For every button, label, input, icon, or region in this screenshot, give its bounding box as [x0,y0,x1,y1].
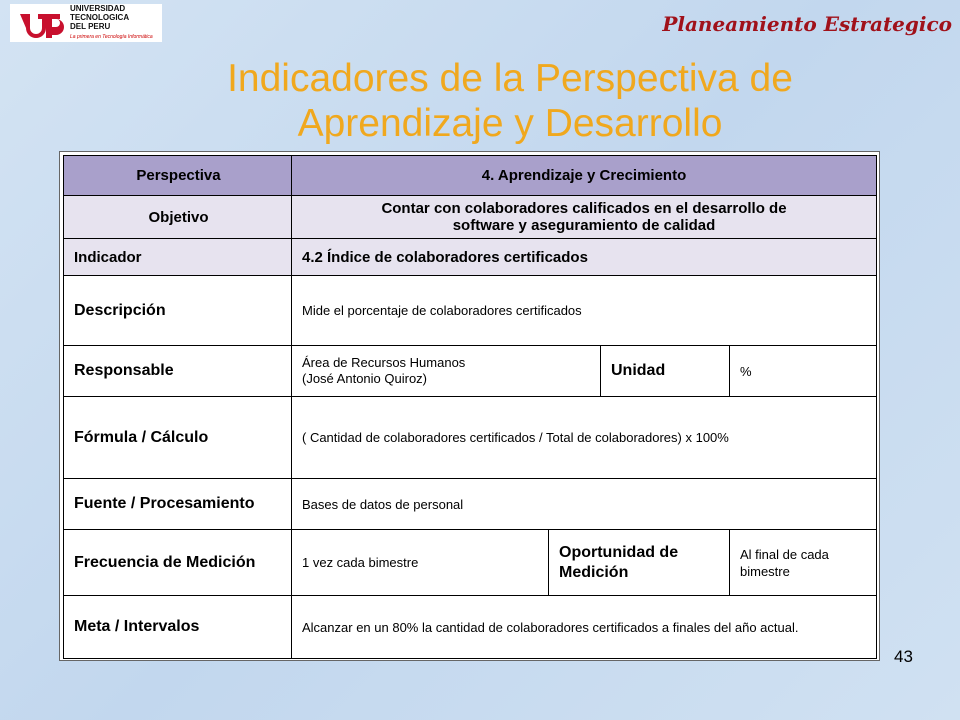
responsable-value [291,345,601,397]
brand-title: Planeamiento Estrategico [662,12,952,36]
fuente-label: Fuente / Procesamiento [63,478,294,530]
formula-value: ( Cantidad de colaboradores certificados / Total de colaboradores) x 100% [291,396,877,479]
university-logo [10,4,162,42]
logo-line-3: DEL PERU [70,22,111,31]
objetivo-value-line-1: Contar con colaboradores calificados en el desarrollo de [381,200,787,217]
descripcion-value: Mide el porcentaje de colaboradores certificados [291,275,877,346]
oportunidad-label [548,529,730,596]
descripcion-label: Descripción [63,275,294,346]
indicador-value: 4.2 Índice de colaboradores certificados [291,238,877,276]
frecuencia-label: Frecuencia de Medición [63,529,294,596]
perspectiva-value: 4. Aprendizaje y Crecimiento [291,155,877,196]
oportunidad-value-line-2: bimestre [740,563,790,579]
indicator-table [59,151,880,661]
oportunidad-value-line-1: Al final de cada [740,546,829,562]
utp-logo-icon [16,8,64,38]
objetivo-label: Objetivo [63,195,294,239]
unidad-value: % [729,345,877,397]
page-number: 43 [894,647,913,666]
formula-label: Fórmula / Cálculo [63,396,294,479]
meta-value: Alcanzar en un 80% la cantidad de colaboradores certificados a finales del año actual. [291,595,877,659]
slide-title-line-1: Indicadores de la Perspectiva de [227,57,793,100]
logo-line-1: UNIVERSIDAD [70,4,126,13]
fuente-value: Bases de datos de personal [291,478,877,530]
meta-label: Meta / Intervalos [63,595,294,659]
unidad-label: Unidad [600,345,730,397]
indicador-label: Indicador [63,238,294,276]
perspectiva-label: Perspectiva [63,155,294,196]
objetivo-value-line-2: software y aseguramiento de calidad [452,217,716,234]
responsable-value-line-1: Área de Recursos Humanos [302,355,466,370]
objetivo-value [291,195,877,239]
logo-line-2: TECNOLOGICA [70,13,130,22]
responsable-value-line-2: (José Antonio Quiroz) [302,371,428,386]
responsable-label: Responsable [63,345,294,397]
oportunidad-label-line-2: Medición [559,563,629,581]
frecuencia-value: 1 vez cada bimestre [291,529,549,596]
slide-title [150,56,870,146]
slide-title-line-2: Aprendizaje y Desarrollo [297,102,723,145]
oportunidad-label-line-1: Oportunidad de [559,543,679,561]
oportunidad-value [729,529,877,596]
logo-tagline: La primera en Tecnología Informática [70,34,153,40]
